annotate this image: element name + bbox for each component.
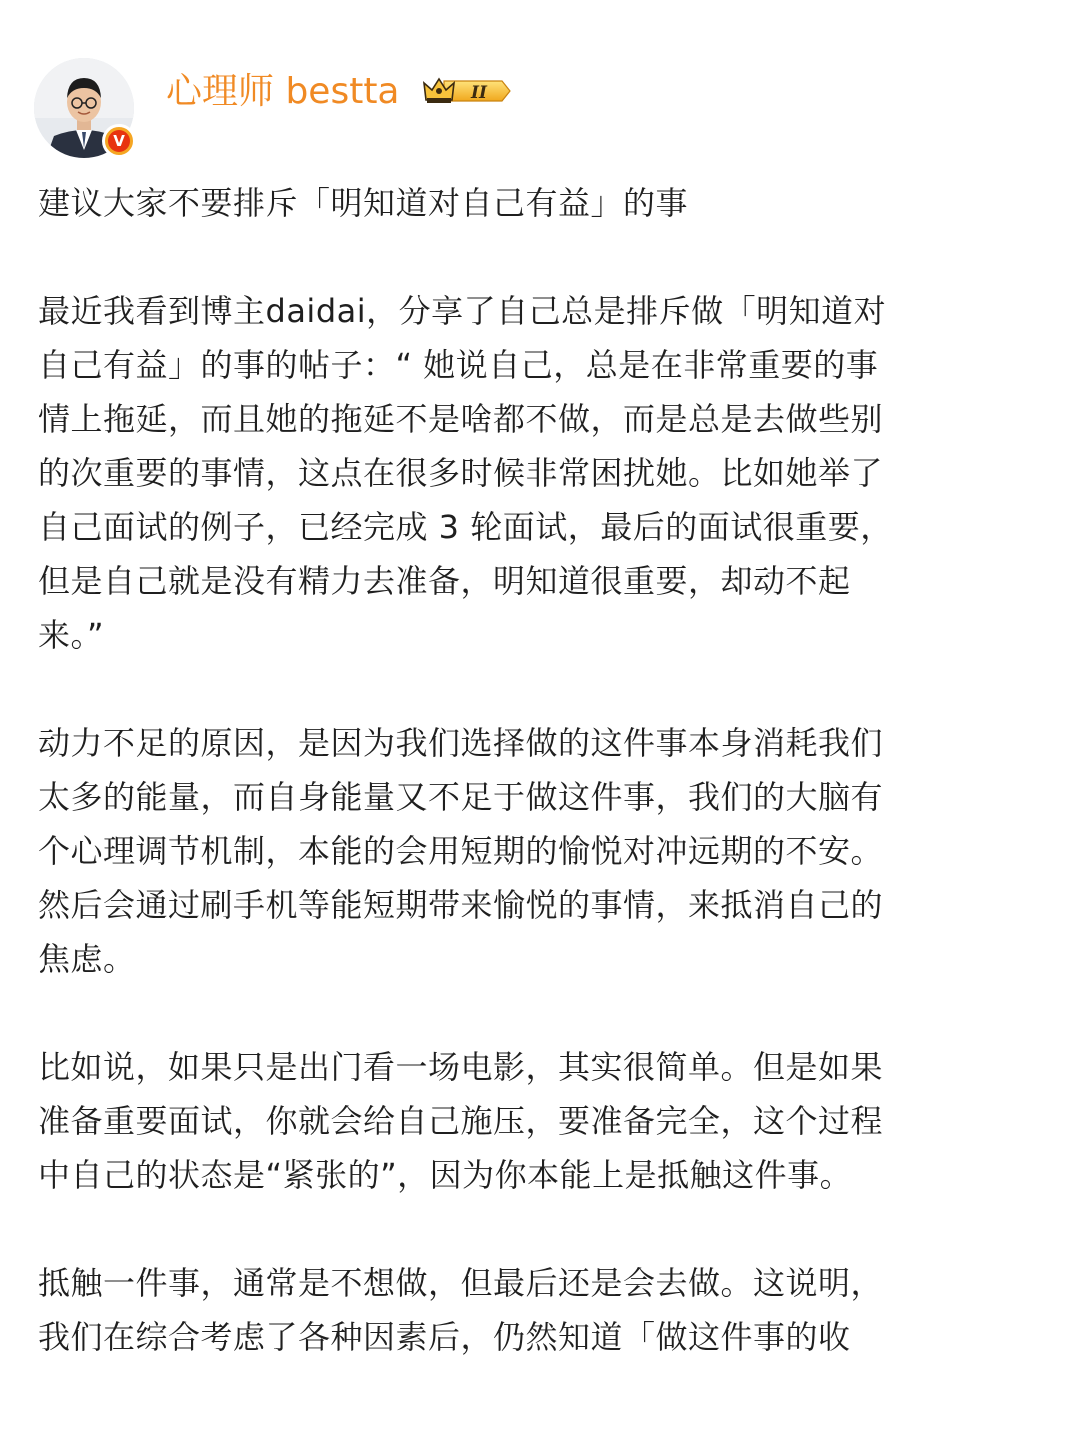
- level-text: II: [471, 83, 487, 103]
- post-paragraph-2: 动力不足的原因，是因为我们选择做的这件事本身消耗我们 太多的能量，而自身能量又不足于做这件事，我们的大脑有 个心理调节机制，本能的会用短期的愉悦对冲远期的不安。 然后会通过刷手机等能短期带来愉悦的事情，来抵消自己的 焦虑。: [38, 724, 884, 978]
- post-paragraph-4: 抵触一件事，通常是不想做，但最后还是会去做。这说明， 我们在综合考虑了各种因素后，仍然知道「做这件事的收: [38, 1264, 884, 1356]
- verified-badge: [102, 124, 136, 158]
- paragraph-gap: [38, 662, 1038, 716]
- post-title: 建议大家不要排斥「明知道对自己有益」的事: [38, 184, 689, 222]
- post-paragraph-3: 比如说，如果只是出门看一场电影，其实很简单。但是如果 准备重要面试，你就会给自己施压，要准备完全，这个过程 中自己的状态是“紧张的”，因为你本能上是抵触这件事。: [38, 1048, 884, 1194]
- post-paragraph-1: 最近我看到博主daidai，分享了自己总是排斥做「明知道对 自己有益」的事的帖子：“ 她说自己，总是在非常重要的事 情上拖延，而且她的拖延不是啥都不做，而是总是去做些别 的次重要的事情，这点在很多时候非常困扰她。比如她举了 自己面试的例子，已经完成 3 轮面试，最后的面试很重要， 但是自己就是没有精力去准备，明知道很重要，却动不起 来。”: [38, 292, 893, 654]
- post-header: [34, 58, 1034, 168]
- paragraph-gap: [38, 230, 1038, 284]
- post-body: [38, 176, 1038, 1364]
- author-name[interactable]: 心理师 bestta: [166, 71, 400, 112]
- level-badge[interactable]: [422, 74, 514, 108]
- crown-level-badge-icon: [422, 74, 514, 108]
- verified-icon: V: [108, 130, 130, 152]
- paragraph-gap: [38, 1202, 1038, 1256]
- paragraph-gap: [38, 986, 1038, 1040]
